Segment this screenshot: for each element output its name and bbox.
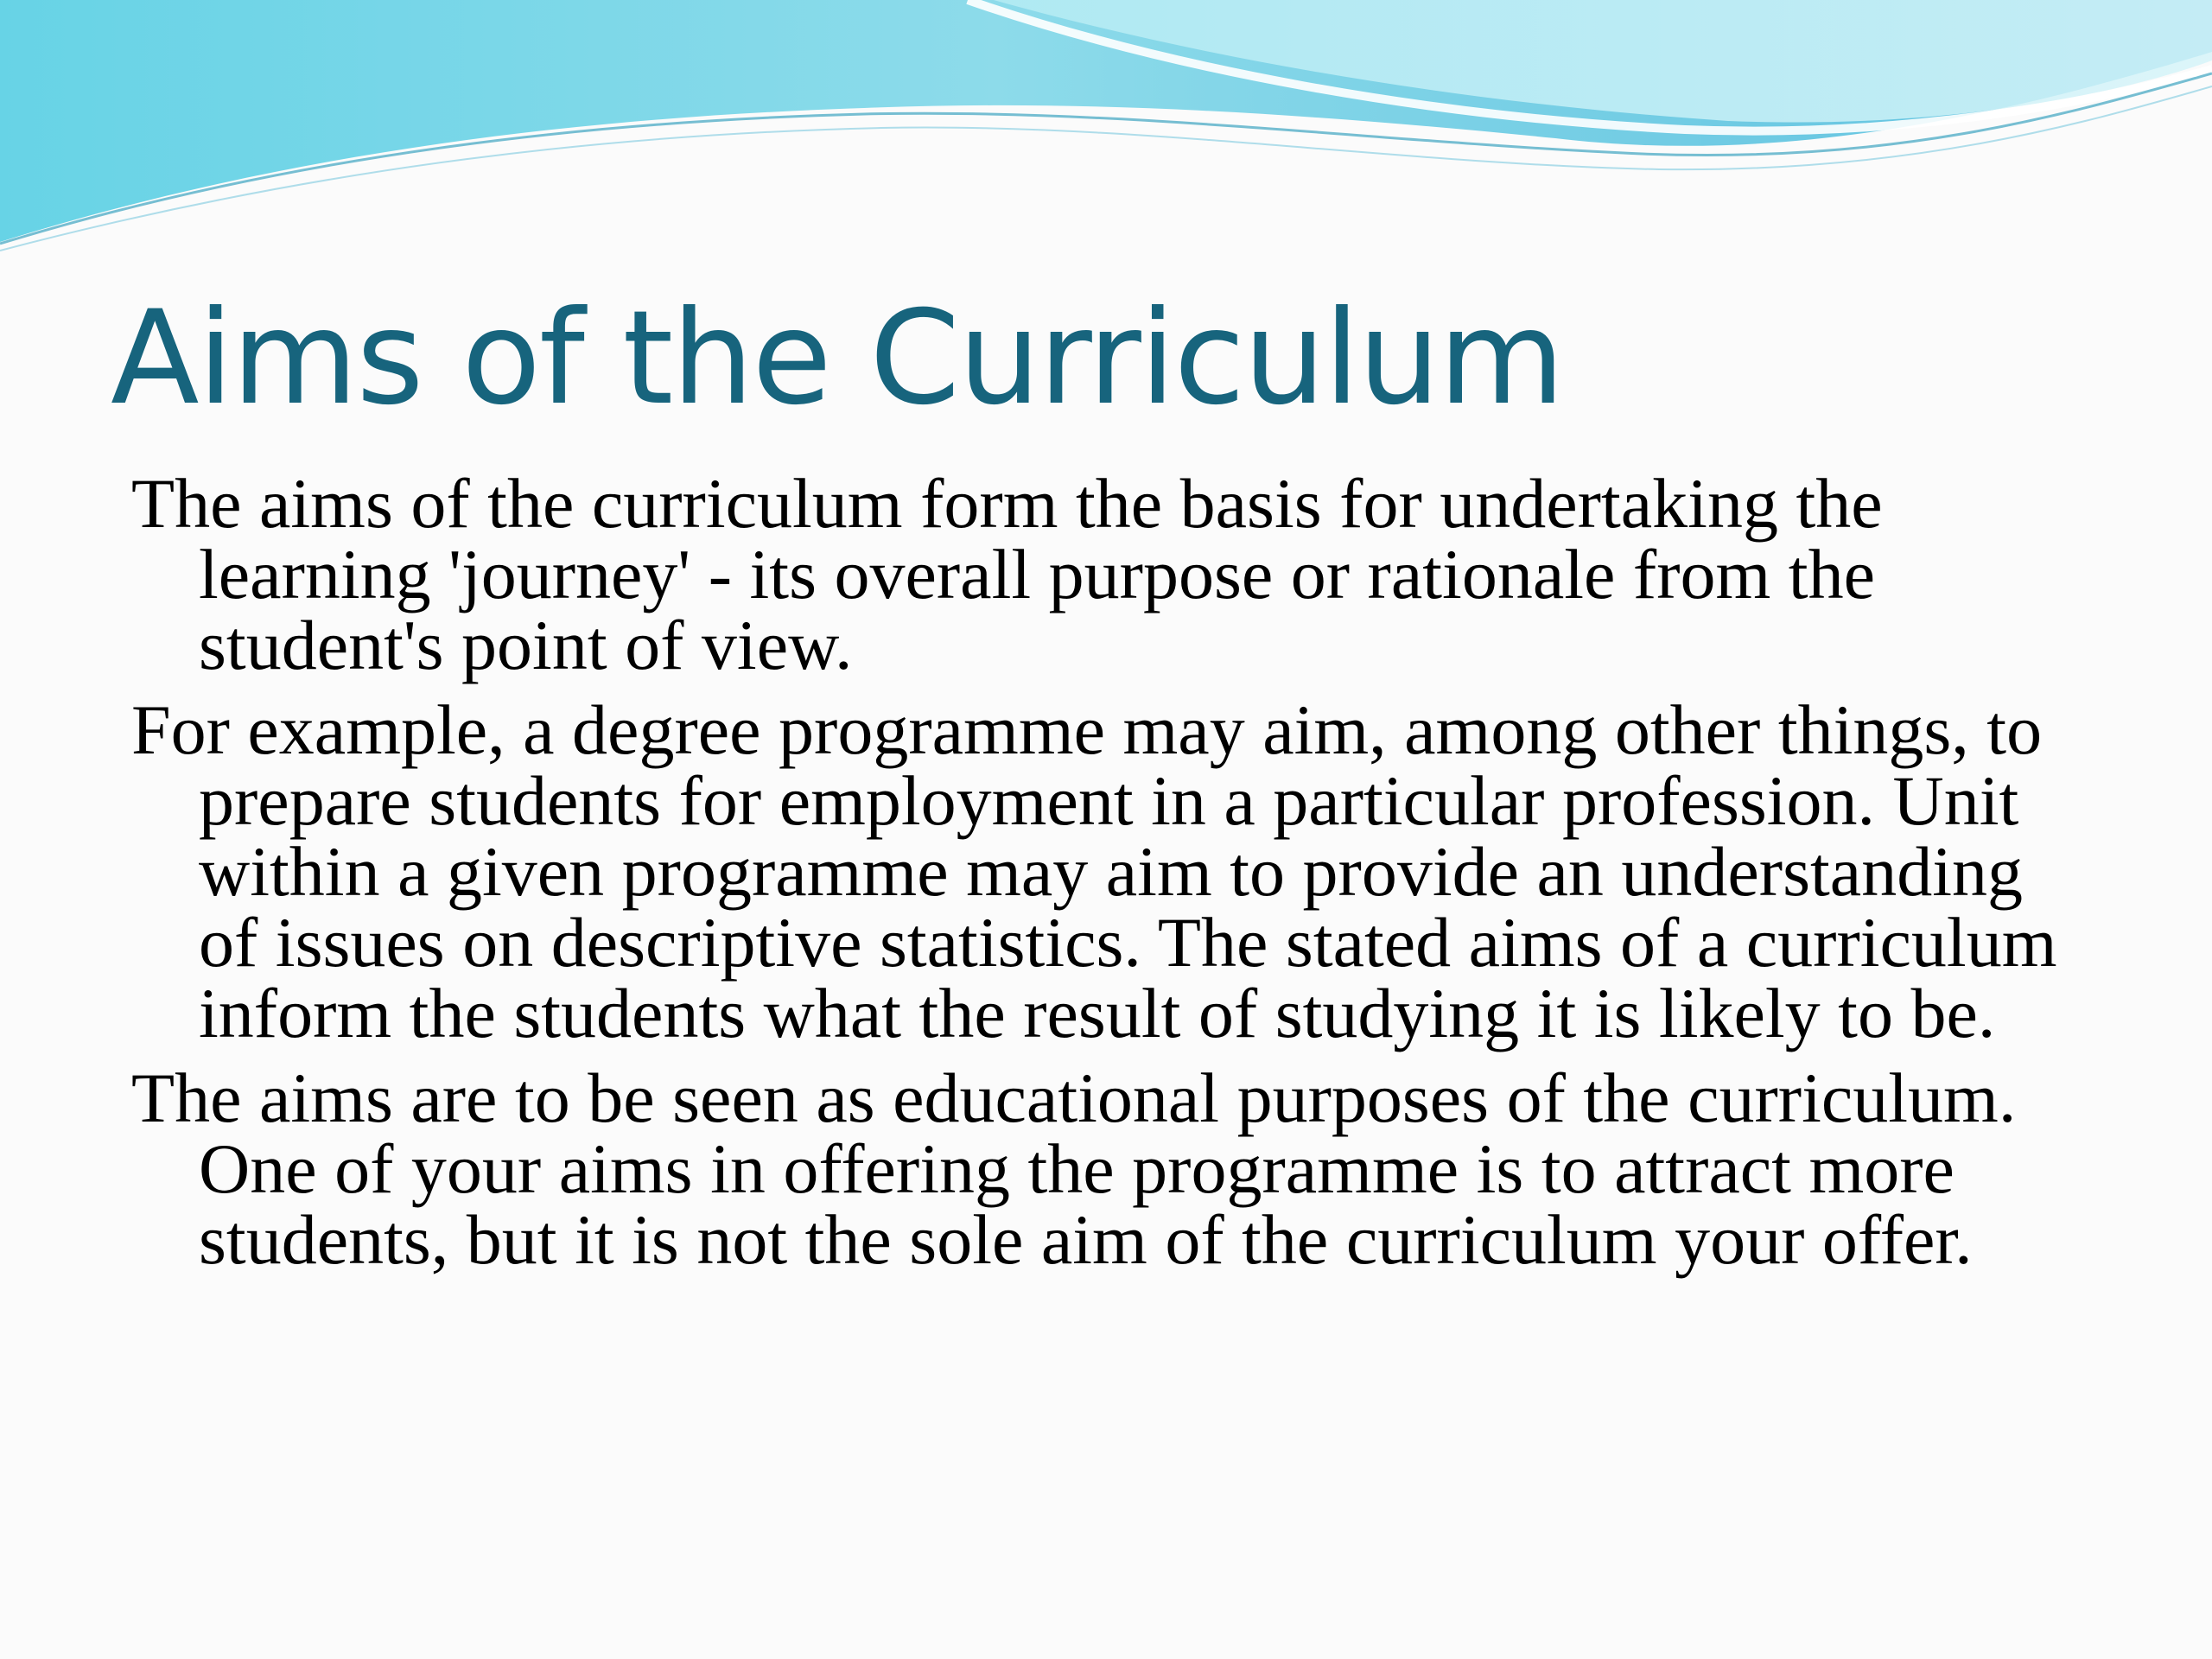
slide-body: [131, 464, 2084, 1289]
header-wave-decoration: [0, 0, 2212, 259]
paragraph-2: For example, a degree programme may aim, among other things, to prepare students for employment in a particular profession. Unit within a given programme may aim to provide an understanding of issues on descriptive statistics. The stated aims of a curriculum inform the students what the result of studying it is likely to be.: [131, 690, 2057, 1052]
slide-title: Aims of the Curriculum: [111, 283, 1563, 434]
paragraph-1: The aims of the curriculum form the basis for undertaking the learning 'journey' - its overall purpose or rationale from the student's point of view.: [131, 464, 1883, 684]
paragraph-3: The aims are to be seen as educational purposes of the curriculum. One of your aims in offering the programme is to attract more students, but it is not the sole aim of the curriculum your offer.: [131, 1058, 2017, 1279]
